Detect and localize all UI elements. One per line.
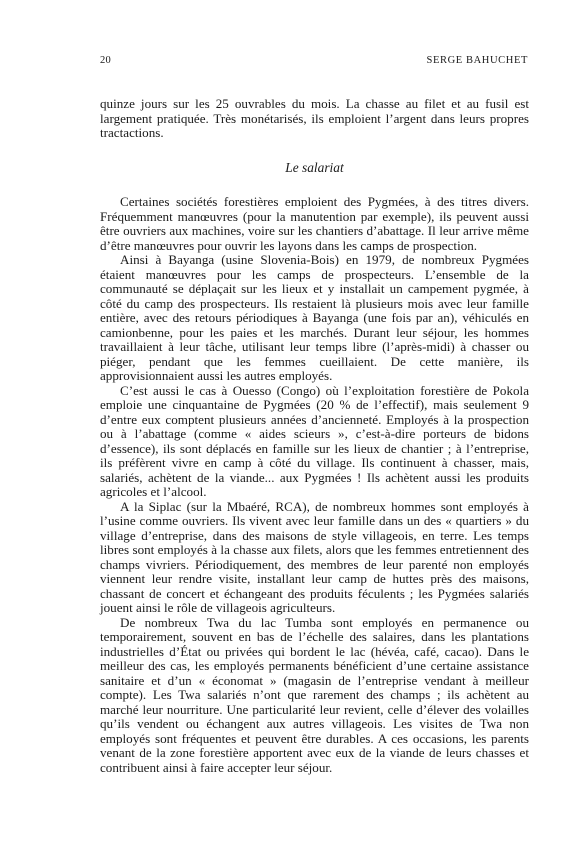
- body-paragraph: C’est aussi le cas à Ouesso (Congo) où l’exploitation forestière de Pokola emploie une cinquantaine de Pygmées (20 % de l’effectif), mais seulement 9 d’entre eux comptent plusieurs années d’ancienneté. Employés à la prospection ou à l’abattage (comme « aides scieurs », c’est-à-dire porteurs de bidons d’essence), ils sont déplacés en famille sur les lieux de chantier ; à l’entreprise, ils préfèrent vivre en camp à côté du village. Ils continuent à chasser, mais, salariés, achètent de la viande... aux Pygmées ! Ils achètent aussi les produits agricoles et l’alcool.: [100, 382, 529, 499]
- body-paragraph: A la Siplac (sur la Mbaéré, RCA), de nombreux hommes sont employés à l’usine comme ouvriers. Ils vivent avec leur famille dans un des « quartiers » du village d’entreprise, dans des maisons de style villageois, en terre. Les temps libres sont employés à la chasse aux filets, alors que les femmes entretiennent des champs vivriers. Périodiquement, des membres de leur parenté non employés viennent leur rendre visite, installant leur camp de huttes près des maisons, chassant de concert et échangeant des produits féculents ; les Pygmées salariés jouent ainsi le rôle de villageois agriculteurs.: [100, 498, 529, 615]
- page-number: 20: [100, 55, 111, 66]
- page-body: [100, 97, 529, 775]
- body-paragraph: De nombreux Twa du lac Tumba sont employés en permanence ou temporairement, souvent en bas de l’échelle des salaires, dans les plantations industrielles d’État ou privées qui bordent le lac (hévéa, café, cacao). Dans le meilleur des cas, les employés permanents bénéficient d’une certaine assistance sanitaire et d’un « économat » (magasin de l’entreprise vendant à meilleur compte). Les Twa salariés n’ont que rarement des champs ; ils achètent au marché leur nourriture. Une particularité leur revient, celle d’élever des volailles qu’ils vendent ou échangent aux autres villageois. Les visites de Twa non employés sont fréquentes et peuvent être durables. A ces occasions, les parents venant de la zone forestière apportent avec eux de la viande de leurs chasses et contribuent ainsi à faire accepter leur séjour.: [100, 614, 529, 775]
- intro-paragraph: quinze jours sur les 25 ouvrables du mois. La chasse au filet et au fusil est largement pratiquée. Très monétarisés, ils emploient l’argent dans leurs propres tractactions.: [100, 96, 529, 140]
- section-title: Le salariat: [285, 159, 344, 175]
- body-paragraph: Ainsi à Bayanga (usine Slovenia-Bois) en 1979, de nombreux Pygmées étaient manœuvres pour les camps de prospecteurs. L’ensemble de la communauté se déplaçait sur les lieux et y installait un campement pygmée, à côté du camp des prospecteurs. Ils restaient là plusieurs mois avec leur famille entière, avec des retours périodiques à Bayanga (une fois par an), véhiculés en camionbenne, pour les paies et les marchés. Durant leur séjour, les hommes travaillaient à leur tâche, utilisant leur temps libre (l’après-midi) à chasser ou piéger, pendant que les femmes cueillaient. De cette manière, ils approvisionnaient aussi les autres employés.: [100, 252, 529, 383]
- body-paragraph: Certaines sociétés forestières emploient des Pygmées, à des titres divers. Fréquemment manœuvres (pour la manutention par exemple), ils peuvent aussi être ouvriers aux machines, voire sur les chantiers d’abattage. Il leur arrive même d’être manœuvres pour ouvrir les layons dans les camps de prospection.: [100, 194, 529, 253]
- running-head-author: SERGE BAHUCHET: [426, 55, 528, 66]
